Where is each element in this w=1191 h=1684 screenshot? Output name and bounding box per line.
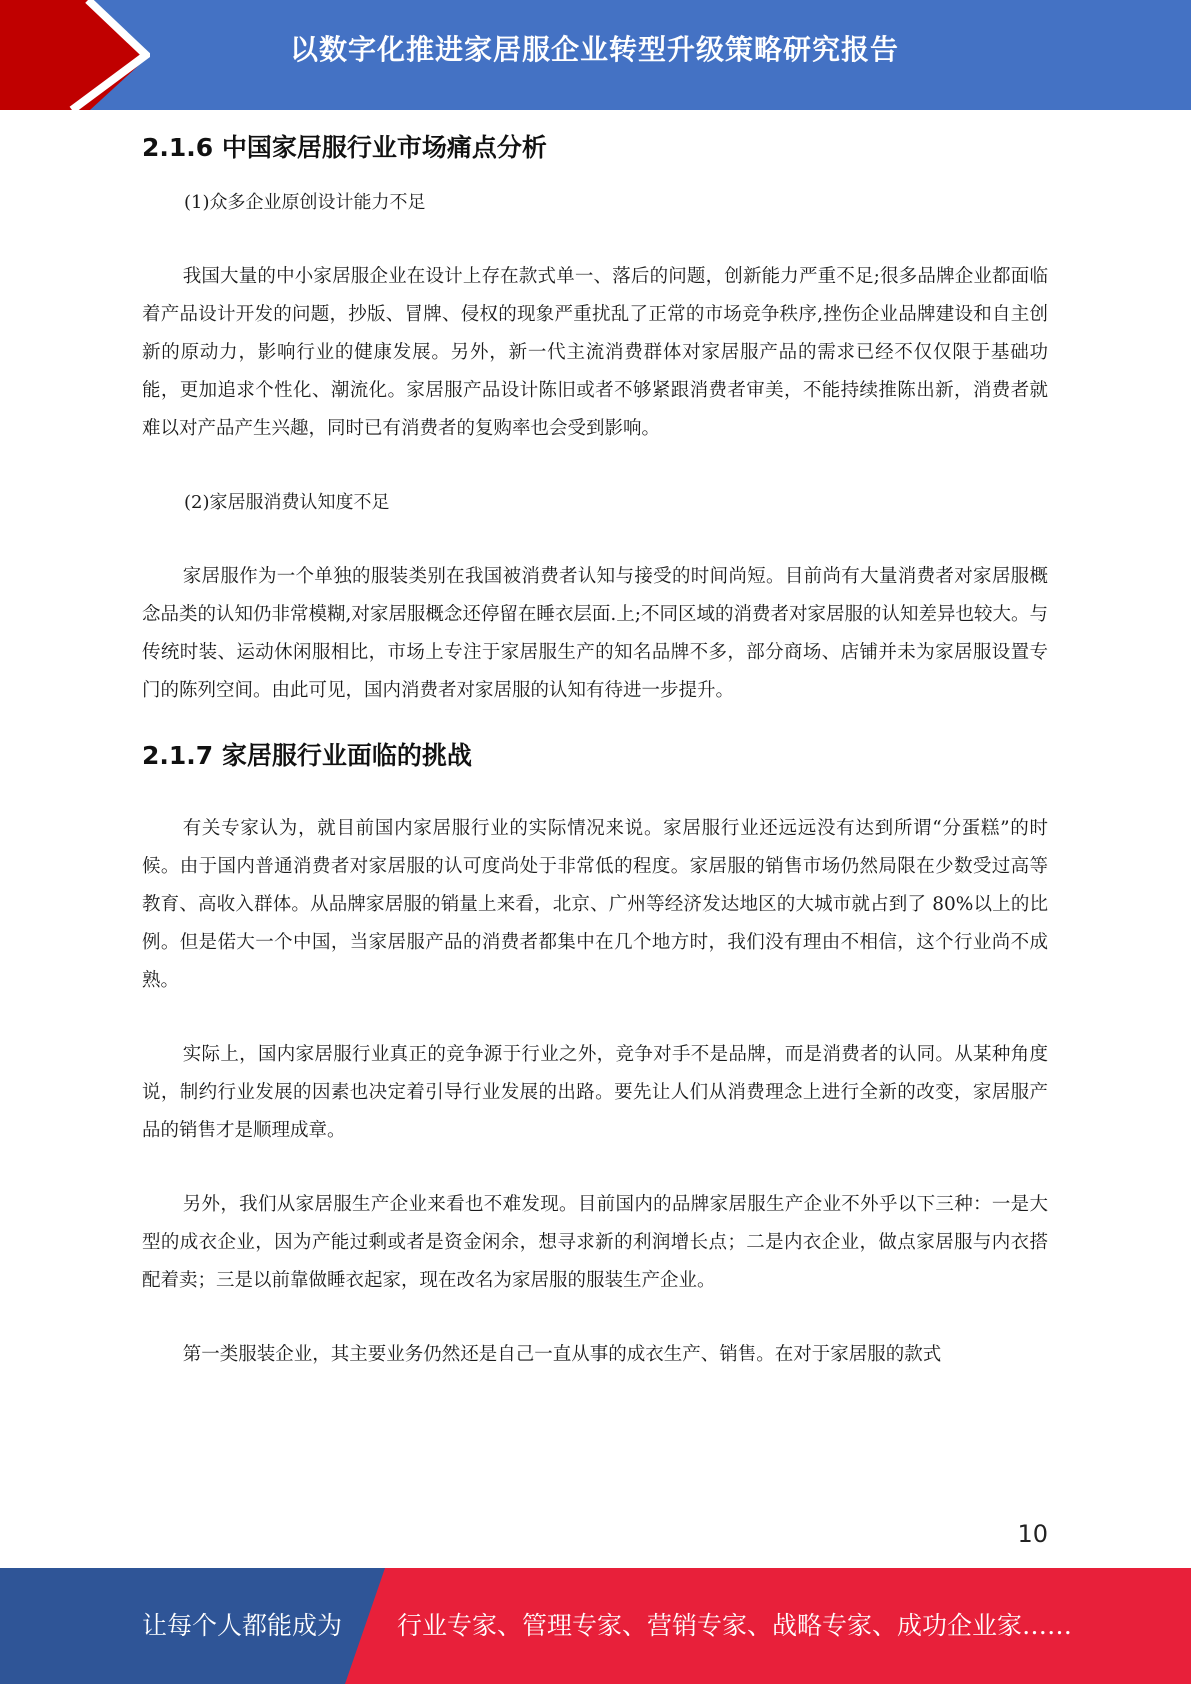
footer-slogan-right: 行业专家、管理专家、营销专家、战略专家、成功企业家……	[397, 1611, 1073, 1640]
footer-band	[0, 1568, 1191, 1684]
paragraph: 家居服作为一个单独的服装类别在我国被消费者认知与接受的时间尚短。目前尚有大量消费者对家居服概念品类的认知仍非常模糊,对家居服概念还停留在睡衣层面.上;不同区域的消费者对家居服的认知差异也较大。与传统时装、运动休闲服相比，市场上专注于家居服生产的知名品牌不多，部分商场、店铺并未为家居服设置专门的陈列空间。由此可见，国内消费者对家居服的认知有待进一步提升。	[142, 566, 1048, 701]
sub-heading: (1)众多企业原创设计能力不足	[184, 192, 426, 213]
sub-heading: (2)家居服消费认知度不足	[184, 492, 390, 513]
paragraph: 实际上，国内家居服行业真正的竞争源于行业之外，竞争对手不是品牌，而是消费者的认同。从某种角度说，制约行业发展的因素也决定着引导行业发展的出路。要先让人们从消费理念上进行全新的改变，家居服产品的销售才是顺理成章。	[142, 1044, 1048, 1141]
paragraph: 有关专家认为，就目前国内家居服行业的实际情况来说。家居服行业还远远没有达到所谓“分蛋糕”的时候。由于国内普通消费者对家居服的认可度尚处于非常低的程度。家居服的销售市场仍然局限在少数受过高等教育、高收入群体。从品牌家居服的销量上来看，北京、广州等经济发达地区的大城市就占到了 80%以上的比例。但是偌大一个中国，当家居服产品的消费者都集中在几个地方时，我们没有理由不相信，这个行业尚不成熟。	[142, 818, 1048, 991]
paragraph: 第一类服装企业，其主要业务仍然还是自己一直从事的成衣生产、销售。在对于家居服的款式	[182, 1344, 942, 1365]
footer-slogan-left: 让每个人都能成为	[142, 1611, 343, 1640]
paragraph: 我国大量的中小家居服企业在设计上存在款式单一、落后的问题，创新能力严重不足;很多品牌企业都面临着产品设计开发的问题，抄版、冒牌、侵权的现象严重扰乱了正常的市场竞争秩序,挫伤企业品牌建设和自主创新的原动力，影响行业的健康发展。另外，新一代主流消费群体对家居服产品的需求已经不仅仅限于基础功能，更加追求个性化、潮流化。家居服产品设计陈旧或者不够紧跟消费者审美，不能持续推陈出新，消费者就难以对产品产生兴趣，同时已有消费者的复购率也会受到影响。	[142, 266, 1048, 439]
page-number: 10	[1017, 1520, 1048, 1548]
report-title: 以数字化推进家居服企业转型升级策略研究报告	[290, 33, 900, 66]
section-heading: 2.1.7 家居服行业面临的挑战	[142, 741, 472, 770]
header-band	[0, 0, 1191, 110]
document-body	[142, 128, 1048, 1374]
paragraph: 另外，我们从家居服生产企业来看也不难发现。目前国内的品牌家居服生产企业不外乎以下三种：一是大型的成衣企业，因为产能过剩或者是资金闲余，想寻求新的利润增长点；二是内衣企业，做点家居服与内衣搭配着卖；三是以前靠做睡衣起家，现在改名为家居服的服装生产企业。	[142, 1194, 1048, 1291]
red-arrow-shape	[0, 0, 150, 110]
section-heading: 2.1.6 中国家居服行业市场痛点分析	[142, 133, 547, 162]
red-arrow-decoration	[0, 0, 150, 110]
